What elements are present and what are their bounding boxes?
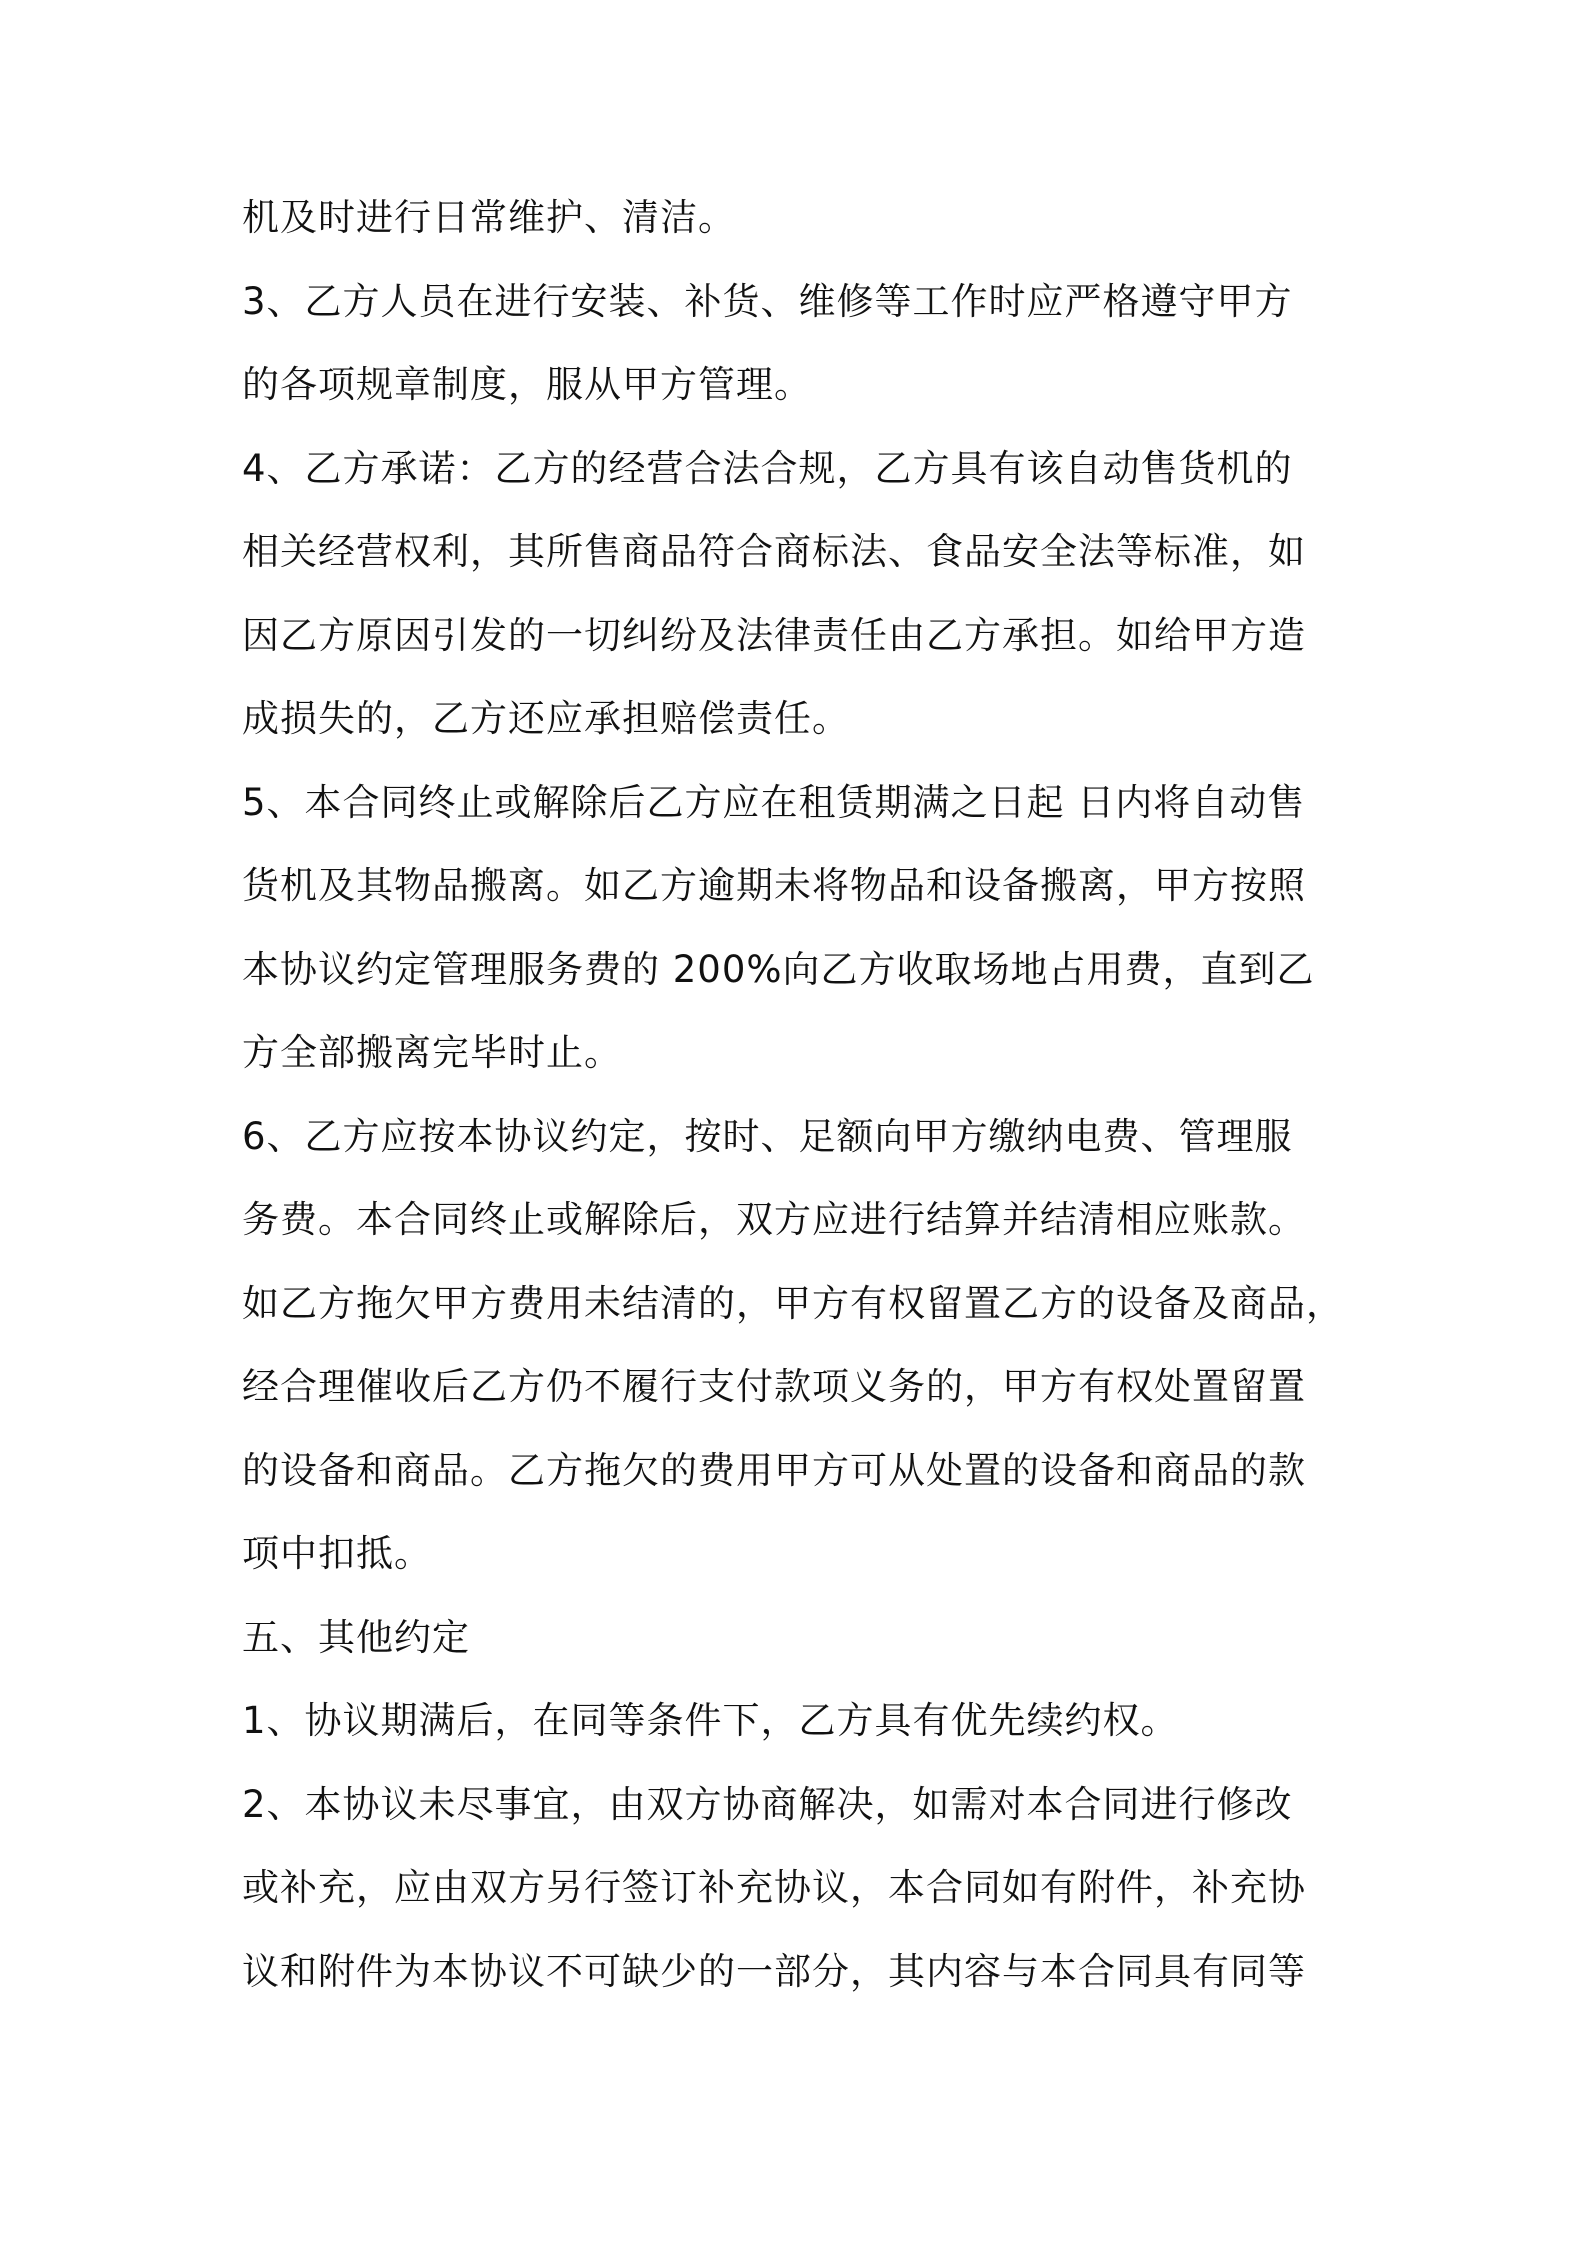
other-clause-2-line-3: 议和附件为本协议不可缺少的一部分，其内容与本合同具有同等 [242,1949,1306,1993]
clause-5-line-3: 本协议约定管理服务费的 200%向乙方收取场地占用费，直到乙 [242,947,1315,991]
other-clause-2-line-2: 或补充，应由双方另行签订补充协议，本合同如有附件，补充协 [242,1866,1306,1909]
other-clause-2-line-1: 2、本协议未尽事宜，由双方协商解决，如需对本合同进行修改 [242,1782,1293,1826]
clause-6-line-3: 如乙方拖欠甲方费用未结清的，甲方有权留置乙方的设备及商品， [242,1281,1344,1325]
other-clause-1-line-1: 1、协议期满后，在同等条件下，乙方具有优先续约权。 [242,1699,1179,1742]
clause-4-line-2: 相关经营权利，其所售商品符合商标法、食品安全法等标准，如 [242,530,1306,573]
clause-3-line-2: 的各项规章制度，服从甲方管理。 [242,363,812,406]
clause-5-line-2: 货机及其物品搬离。如乙方逾期未将物品和设备搬离，甲方按照 [242,864,1306,907]
clause-6-line-2: 务费。本合同终止或解除后，双方应进行结算并结清相应账款。 [242,1198,1306,1241]
clause-6-line-4: 经合理催收后乙方仍不履行支付款项义务的，甲方有权处置留置 [242,1365,1306,1408]
clause-5-line-4: 方全部搬离完毕时止。 [242,1031,622,1074]
clause-6-line-5: 的设备和商品。乙方拖欠的费用甲方可从处置的设备和商品的款 [242,1448,1306,1492]
clause-4-line-4: 成损失的，乙方还应承担赔偿责任。 [242,697,850,740]
section-heading-other-terms: 五、其他约定 [242,1615,470,1659]
clause-3-line-1: 3、乙方人员在进行安装、补货、维修等工作时应严格遵守甲方 [242,279,1293,323]
clause-6-line-1: 6、乙方应按本协议约定，按时、足额向甲方缴纳电费、管理服 [242,1114,1293,1158]
contract-text-body [242,196,1372,2033]
clause-5-line-1: 5、本合同终止或解除后乙方应在租赁期满之日起 日内将自动售 [242,780,1306,824]
clause-4-line-3: 因乙方原因引发的一切纠纷及法律责任由乙方承担。如给甲方造 [242,613,1306,657]
text-line: 机及时进行日常维护、清洁。 [242,196,736,239]
clause-6-line-6: 项中扣抵。 [242,1532,432,1575]
clause-4-line-1: 4、乙方承诺：乙方的经营合法合规，乙方具有该自动售货机的 [242,446,1293,490]
